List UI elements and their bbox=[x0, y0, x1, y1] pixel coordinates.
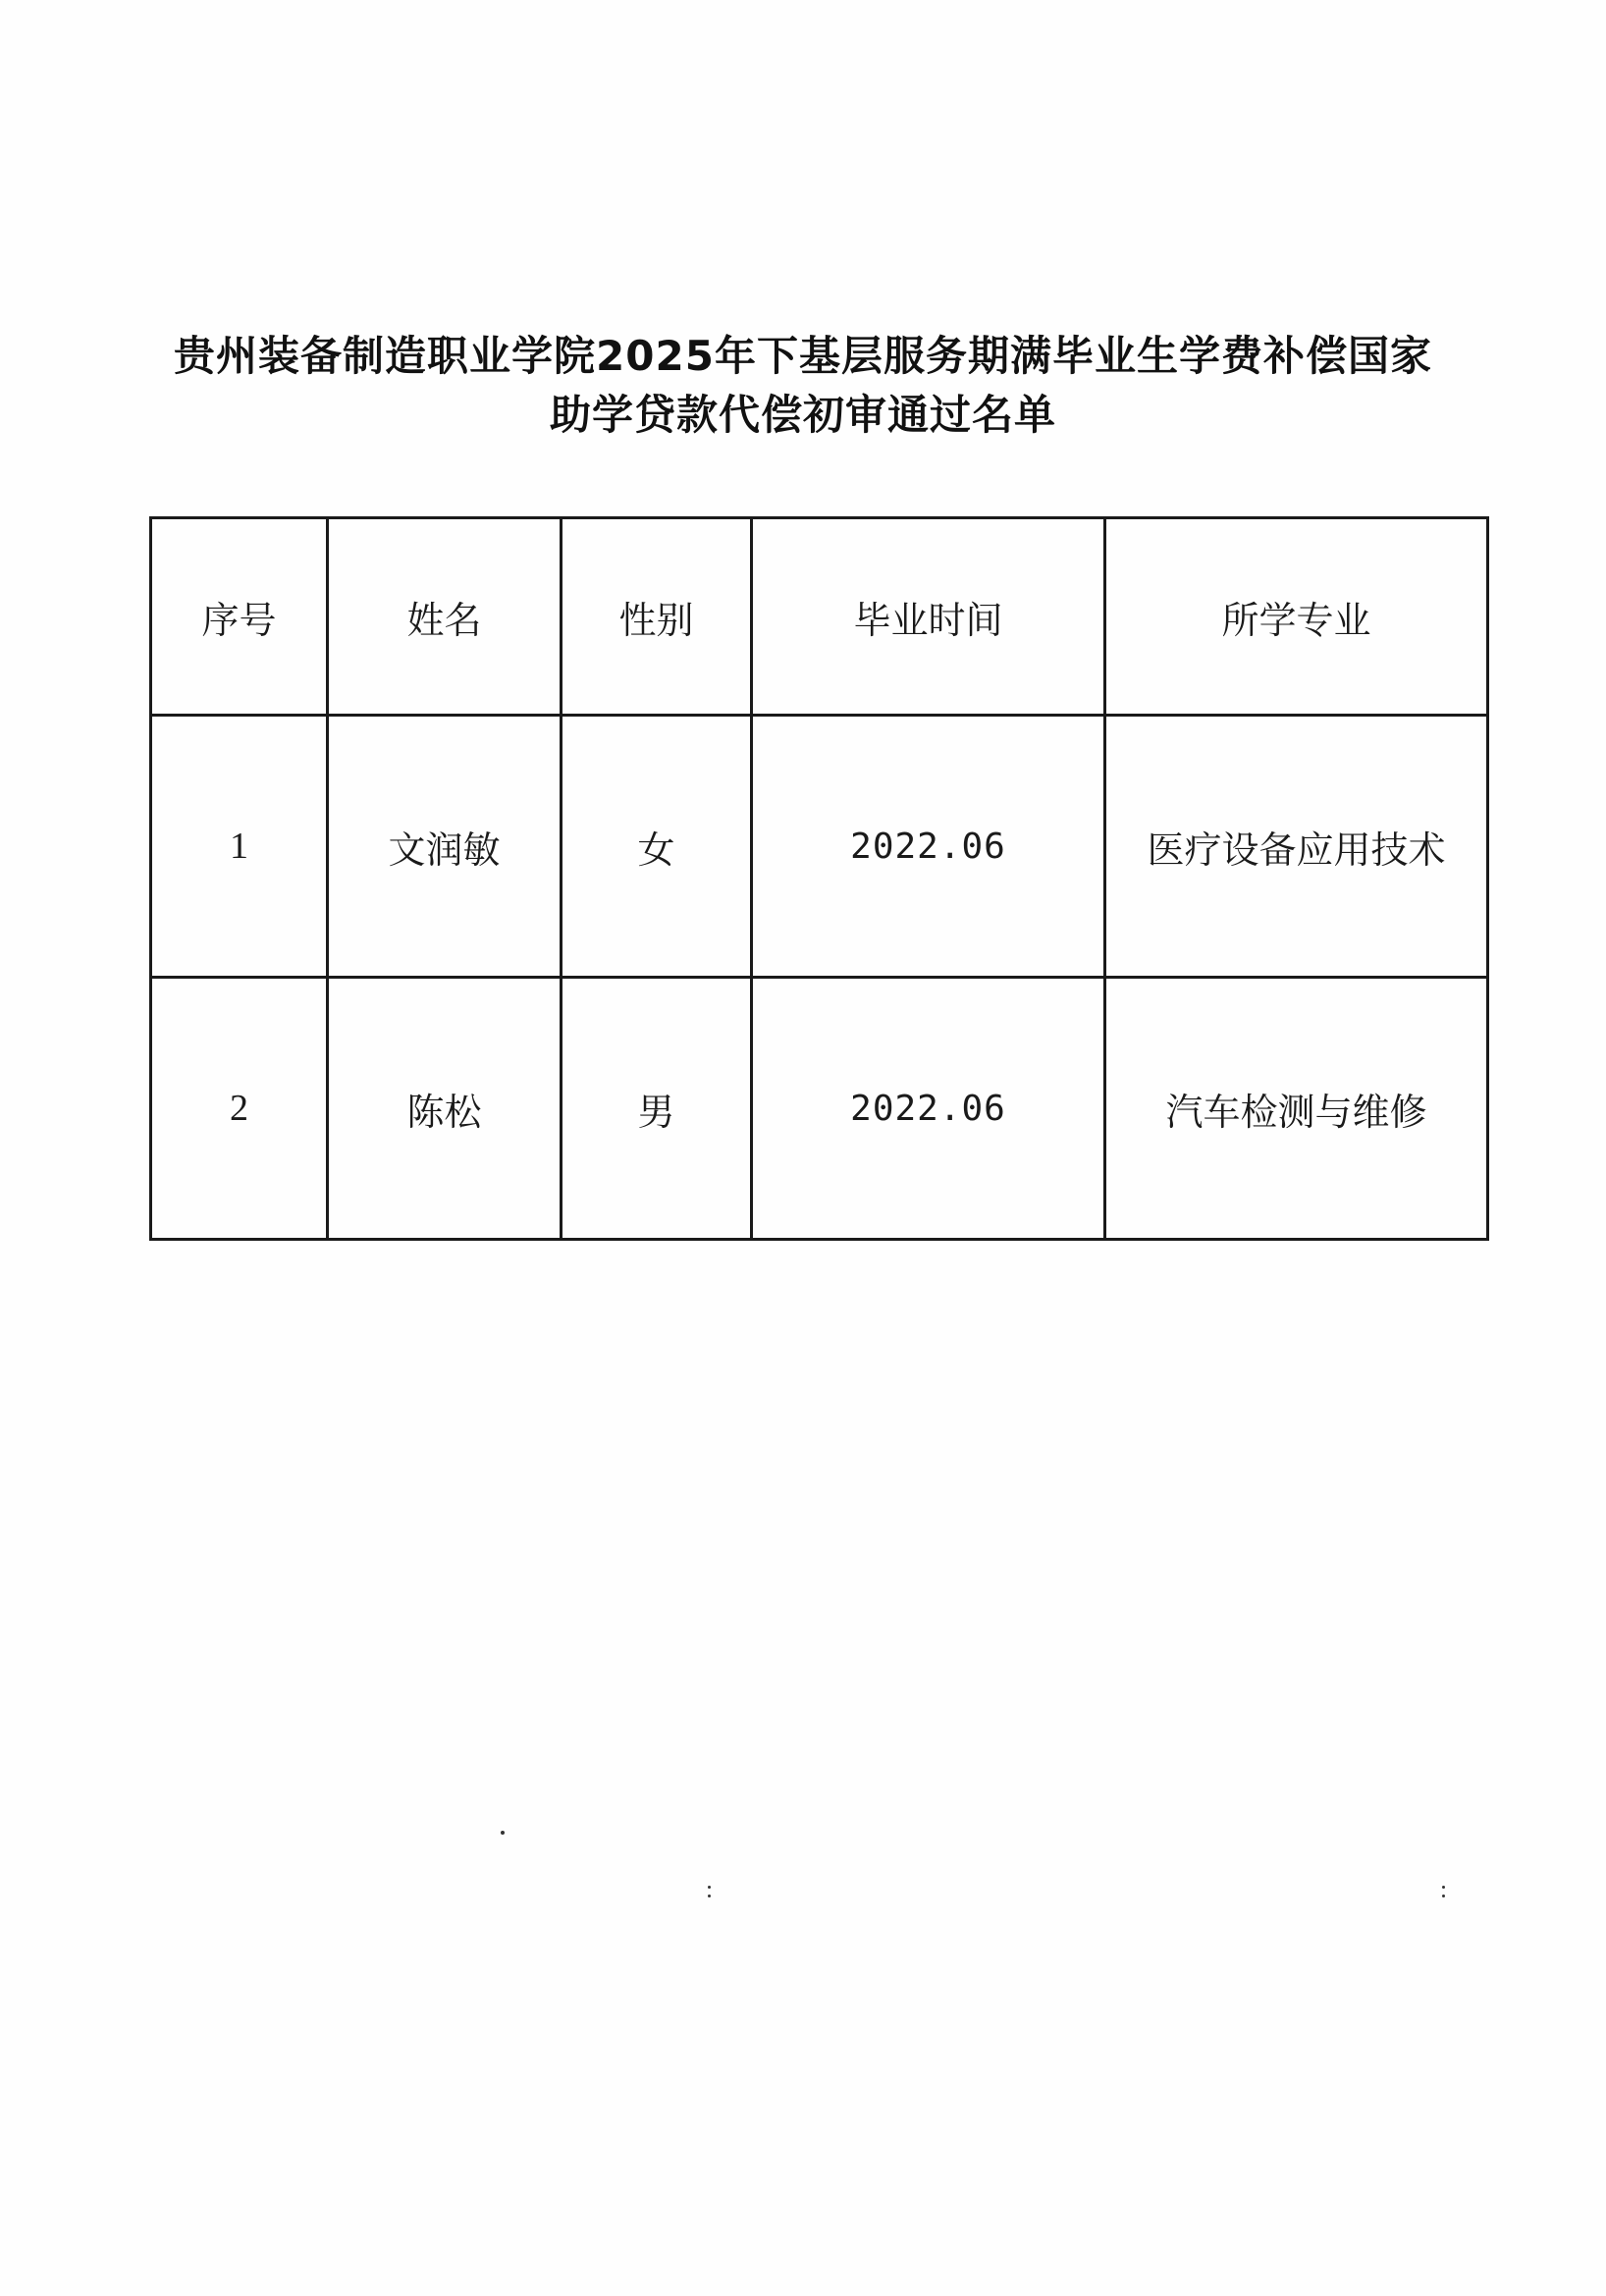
approved-list-table bbox=[149, 516, 1489, 1241]
header-graduation-date: 毕业时间 bbox=[752, 518, 1105, 716]
cell-major: 汽车检测与维修 bbox=[1105, 978, 1488, 1240]
cell-gender: 男 bbox=[562, 978, 752, 1240]
cell-major: 医疗设备应用技术 bbox=[1105, 716, 1488, 978]
cell-graduation-date: 2022.06 bbox=[752, 978, 1105, 1240]
scan-speck bbox=[1442, 1886, 1445, 1889]
cell-name: 陈松 bbox=[328, 978, 562, 1240]
cell-gender: 女 bbox=[562, 716, 752, 978]
cell-graduation-date: 2022.06 bbox=[752, 716, 1105, 978]
header-index: 序号 bbox=[151, 518, 328, 716]
table-header-row bbox=[151, 518, 1488, 716]
document-title-line-2: 助学贷款代偿初审通过名单 bbox=[549, 391, 1056, 439]
document-title-line-1: 贵州装备制造职业学院2025年下基层服务期满毕业生学费补偿国家 bbox=[174, 332, 1432, 380]
scan-speck bbox=[501, 1831, 505, 1835]
header-name: 姓名 bbox=[328, 518, 562, 716]
table-row bbox=[151, 716, 1488, 978]
header-gender: 性别 bbox=[562, 518, 752, 716]
cell-name: 文润敏 bbox=[328, 716, 562, 978]
header-major: 所学专业 bbox=[1105, 518, 1488, 716]
table-row bbox=[151, 978, 1488, 1240]
scan-speck bbox=[708, 1886, 711, 1889]
scan-speck bbox=[1442, 1895, 1445, 1897]
cell-index: 1 bbox=[151, 716, 328, 978]
cell-index: 2 bbox=[151, 978, 328, 1240]
scan-speck bbox=[708, 1895, 711, 1897]
